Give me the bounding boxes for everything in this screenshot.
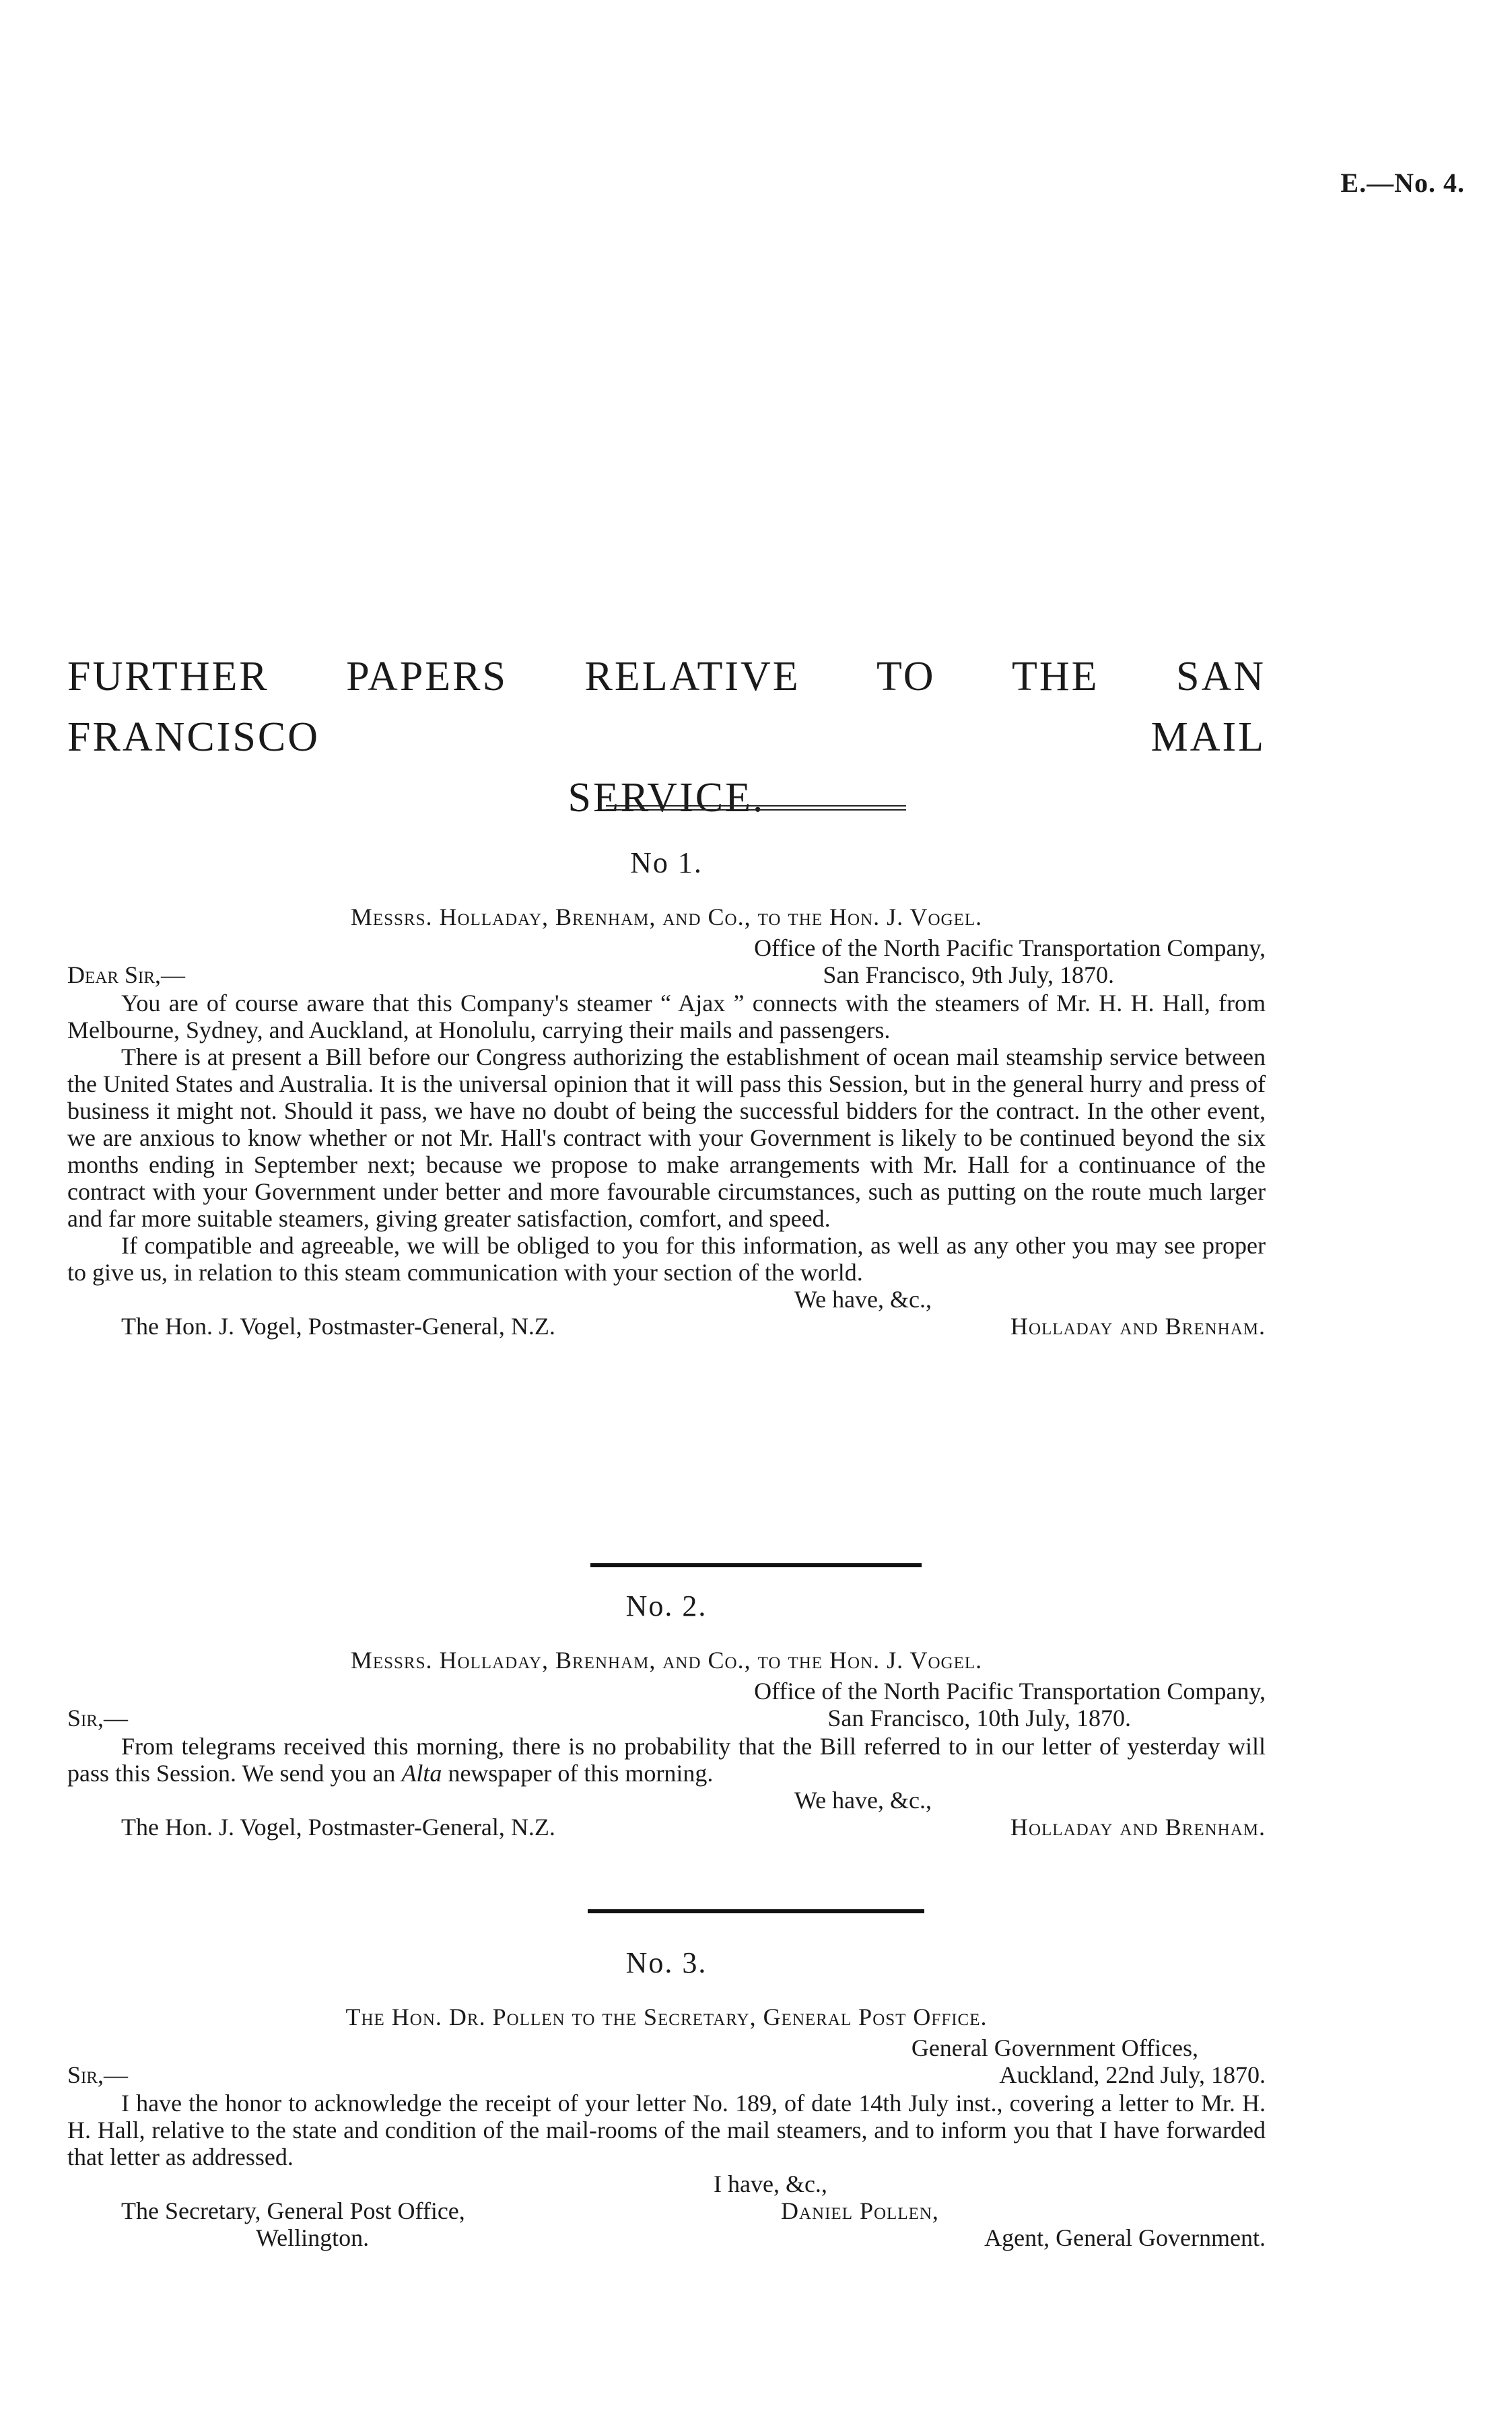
- letter-2-address-line-2: San Francisco, 10th July, 1870.: [827, 1705, 1131, 1732]
- letter-1-header: Messrs. Holladay, Brenham, and Co., to the Hon. J. Vogel.: [350, 903, 983, 930]
- letter-3-signature-row-1: [67, 2197, 1266, 2224]
- letter-3-signature-line-1: Daniel Pollen,: [781, 2197, 939, 2224]
- letter-3-addressee-line-2: Wellington.: [256, 2224, 370, 2251]
- letter-2: [67, 1589, 1266, 1841]
- letter-2-paragraph: [67, 1733, 1266, 1787]
- letter-1-signature: Holladay and Brenham.: [1010, 1313, 1266, 1340]
- page-reference: E.—No. 4.: [1340, 168, 1465, 198]
- letter-2-addressee: The Hon. J. Vogel, Postmaster-General, N.Z.: [121, 1814, 555, 1841]
- letter-1-signature-row: [67, 1313, 1266, 1340]
- title-divider: [606, 805, 906, 811]
- letter-3-signature-line-2: Agent, General Government.: [984, 2224, 1266, 2251]
- letter-2-newspaper-name: Alta: [401, 1760, 442, 1787]
- letter-1-address-line-1: Office of the North Pacific Transportation Company,: [754, 934, 1266, 961]
- letter-3-closing: I have, &c.,: [714, 2170, 827, 2197]
- letter-1-address-line-2: San Francisco, 9th July, 1870.: [823, 961, 1114, 988]
- letter-2-closing: We have, &c.,: [794, 1787, 932, 1814]
- letter-3: [67, 1946, 1266, 2251]
- letter-2-closing-row: [67, 1787, 1266, 1814]
- letter-3-salutation: Sir,—: [67, 2061, 129, 2088]
- letter-2-address-block: [67, 1678, 1266, 1733]
- letter-2-signature-row: [67, 1814, 1266, 1841]
- divider-2: [588, 1909, 924, 1913]
- letter-1-closing: We have, &c.,: [794, 1286, 932, 1313]
- letter-2-paragraph-text-b: newspaper of this morning.: [442, 1760, 714, 1787]
- letter-1-addressee: The Hon. J. Vogel, Postmaster-General, N.Z.: [121, 1313, 555, 1340]
- letter-1-paragraph-3: If compatible and agreeable, we will be obliged to you for this information, as well as any other you may see proper to give us, in relation to this steam communication with your section of the world.: [67, 1232, 1266, 1286]
- letter-3-number: No. 3.: [625, 1946, 708, 1979]
- letter-1-paragraph-1: You are of course aware that this Company's steamer “ Ajax ” connects with the steamers of Mr. H. H. Hall, from Melbourne, Sydney, and Auckland, at Honolulu, carrying their mails and passengers.: [67, 990, 1266, 1043]
- letter-2-signature: Holladay and Brenham.: [1010, 1814, 1266, 1841]
- letter-1-paragraph-2: There is at present a Bill before our Congress authorizing the establishment of ocean mail steamship service between the United States and Australia. It is the universal opinion that it will pass this Session, but in the general hurry and press of business it might not. Should it pass, we have no doubt of being the successful bidders for the contract. In the other event, we are anxious to know whether or not Mr. Hall's contract with your Government is likely to be continued beyond the six months ending in September next; because we propose to make arrangements with Mr. Hall for a continuance of the contract with your Government under better and more favourable circumstances, such as putting on the route much larger and far more suitable steamers, giving greater satisfaction, comfort, and speed.: [67, 1043, 1266, 1232]
- letter-1-closing-row: [67, 1286, 1266, 1313]
- letter-1-address-block: [67, 934, 1266, 990]
- letter-2-number: No. 2.: [625, 1589, 708, 1622]
- letter-3-address-line-2: Auckland, 22nd July, 1870.: [999, 2061, 1266, 2088]
- letter-2-header: Messrs. Holladay, Brenham, and Co., to the Hon. J. Vogel.: [350, 1647, 983, 1674]
- letter-3-header: The Hon. Dr. Pollen to the Secretary, General Post Office.: [345, 2003, 988, 2030]
- letter-2-address-line-1: Office of the North Pacific Transportation Company,: [754, 1678, 1266, 1705]
- letter-2-salutation: Sir,—: [67, 1705, 129, 1732]
- letter-3-paragraph: I have the honor to acknowledge the receipt of your letter No. 189, of date 14th July inst., covering a letter to Mr. H. H. Hall, relative to the state and condition of the mail-rooms of the mail steamers, and to inform you that I have forwarded that letter as addressed.: [67, 2090, 1266, 2170]
- letter-3-address-block: [67, 2034, 1266, 2090]
- letter-1: [67, 846, 1266, 1340]
- letter-3-signature-row-2: [67, 2224, 1266, 2251]
- letter-1-salutation: Dear Sir,—: [67, 961, 186, 988]
- document-title: [67, 646, 1266, 828]
- letter-2-paragraph-text-a: From telegrams received this morning, there is no probability that the Bill referred to in our letter of yesterday will pass this Session. We send you an: [67, 1733, 1266, 1787]
- title-line-2: SERVICE.: [568, 775, 765, 821]
- letter-1-number: No 1.: [630, 846, 703, 879]
- divider-1: [590, 1563, 922, 1567]
- letter-3-address-line-1: General Government Offices,: [911, 2034, 1198, 2061]
- title-line-1: FURTHER PAPERS RELATIVE TO THE SAN FRANCISCO MAIL: [67, 654, 1266, 760]
- letter-3-addressee-line-1: The Secretary, General Post Office,: [121, 2197, 465, 2224]
- letter-3-closing-row: [67, 2170, 1266, 2197]
